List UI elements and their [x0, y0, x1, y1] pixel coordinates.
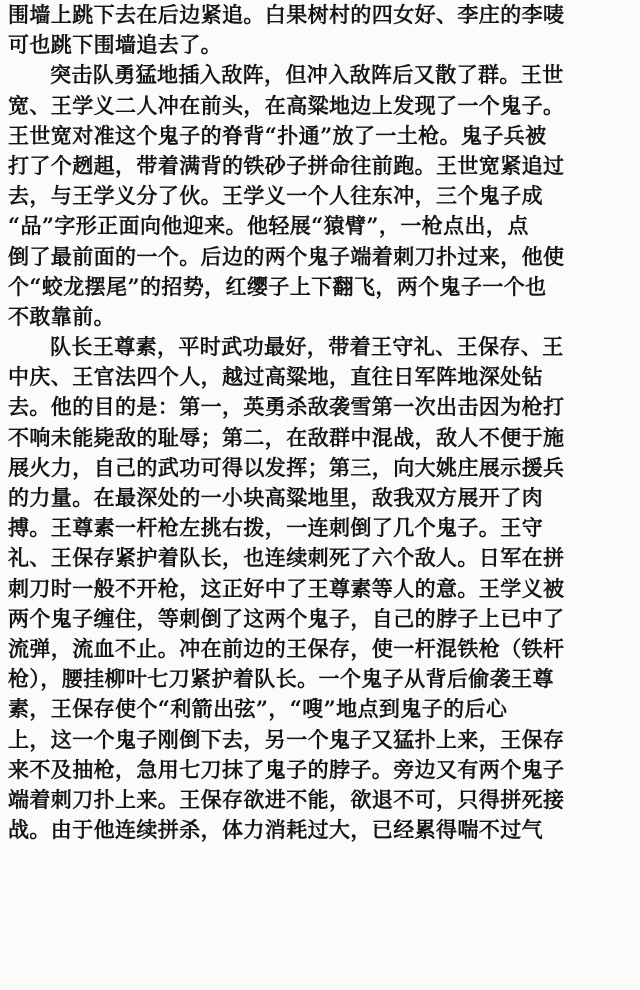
text-line: 不响未能毙敌的耻辱；第二，在敌群中混战，敌人不便于施: [8, 424, 565, 450]
text-line: 的力量。在最深处的一小块高粱地里，敌我双方展开了肉: [8, 485, 543, 510]
text-line: 展火力，自己的武功可得以发挥；第三，向大姚庄展示援兵: [8, 454, 565, 480]
text-line: 去，与王学义分了伙。王学义一个人往东冲，三个鬼子成: [8, 183, 543, 209]
text-line: 两个鬼子缠住，等刺倒了这两个鬼子，自己的脖子上已中了: [8, 605, 565, 631]
text-line: 刺刀时一般不开枪，这正好中了王尊素等人的意。王学义被: [8, 575, 565, 601]
text-line: 中庆、王官法四个人，越过高粱地，直往日军阵地深处钻: [8, 364, 543, 390]
text-line: 礼、王保存紧护着队长，也连续刺死了六个敌人。日军在拼: [8, 545, 565, 571]
text-line: 流弹，流血不止。冲在前边的王保存，使一杆混铁枪（铁杆: [8, 635, 565, 661]
text-line: 个“蛟龙摆尾”的招势，红缨子上下翻飞，两个鬼子一个也: [8, 273, 547, 299]
text-line: 倒了最前面的一个。后边的两个鬼子端着刺刀扑过来，他使: [8, 243, 565, 269]
text-line: 围墙上跳下去在后边紧追。白果树村的四女好、李庄的李唛: [8, 2, 565, 27]
text-line: 端着刺刀扑上来。王保存欲进不能，欲退不可，只得拼死接: [8, 786, 565, 812]
text-line: 宽、王学义二人冲在前头，在高粱地边上发现了一个鬼子。: [8, 92, 565, 118]
text-line: 素，王保存使个“利箭出弦”，“嗖”地点到鬼子的后心: [8, 696, 508, 722]
text-line: “品”字形正面向他迎来。他轻展“猿臂”，一枪点出，点: [8, 213, 529, 239]
text-line: 枪），腰挂柳叶七刀紧护着队长。一个鬼子从背后偷袭王尊: [8, 666, 554, 692]
text-line: 战。由于他连续拼杀，体力消耗过大，已经累得喘不过气: [8, 817, 543, 843]
paragraph-start-line: 队长王尊素，平时武功最好，带着王守礼、王保存、王: [50, 334, 564, 360]
text-line: 可也跳下围墙追去了。: [8, 32, 222, 58]
text-line: 去。他的目的是：第一，英勇杀敌袭雪第一次出击因为枪打: [8, 394, 565, 420]
text-line: 不敢靠前。: [8, 303, 115, 329]
text-line: 上，这一个鬼子刚倒下去，另一个鬼子又猛扑上来，王保存: [8, 726, 565, 752]
text-line: 打了个趔趄，带着满背的铁砂子拼命往前跑。王世宽紧追过: [8, 152, 565, 178]
text-line: 来不及抽枪，急用七刀抹了鬼子的脖子。旁边又有两个鬼子: [8, 756, 565, 782]
text-line: 搏。王尊素一杆枪左挑右拨，一连刺倒了几个鬼子。王守: [8, 515, 543, 541]
text-line: 王世宽对准这个鬼子的脊背“扑通”放了一土枪。鬼子兵被: [8, 122, 547, 148]
paragraph-start-line: 突击队勇猛地插入敌阵，但冲入敌阵后又散了群。王世: [50, 62, 564, 88]
body-text: [8, 0, 636, 845]
